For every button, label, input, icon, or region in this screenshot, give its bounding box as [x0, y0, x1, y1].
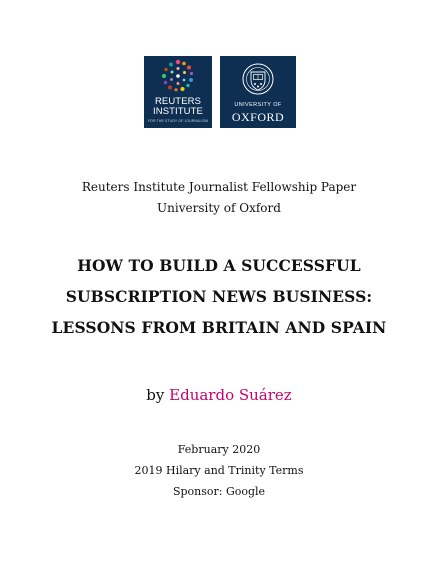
reuters-name-line1: REUTERS [154, 96, 202, 107]
oxford-line1: UNIVERSITY OF [234, 102, 282, 108]
logo-row [144, 56, 296, 128]
publication-date: February 2020 [177, 443, 261, 456]
byline-prefix: by [146, 386, 165, 404]
oxford-line2: OXFORD [231, 110, 285, 124]
oxford-crest-icon [242, 60, 274, 98]
affiliation-line2: University of Oxford [157, 201, 281, 215]
reuters-name-line2: INSTITUTE [153, 106, 203, 117]
reuters-dots-icon [144, 56, 212, 96]
author-name: Eduardo Suárez [169, 386, 292, 404]
reuters-institute-logo [144, 56, 212, 128]
sponsor: Sponsor: Google [172, 485, 266, 498]
reuters-tagline: FOR THE STUDY OF JOURNALISM [147, 119, 209, 123]
title-line-2: SUBSCRIPTION NEWS BUSINESS: [65, 287, 373, 306]
byline [0, 386, 438, 404]
title-line-3: LESSONS FROM BRITAIN AND SPAIN [51, 318, 387, 337]
oxford-logo [220, 56, 296, 128]
title-line-1: HOW TO BUILD A SUCCESSFUL [77, 256, 361, 275]
affiliation-line1: Reuters Institute Journalist Fellowship Paper [81, 180, 357, 194]
fellowship-terms: 2019 Hilary and Trinity Terms [134, 464, 304, 477]
